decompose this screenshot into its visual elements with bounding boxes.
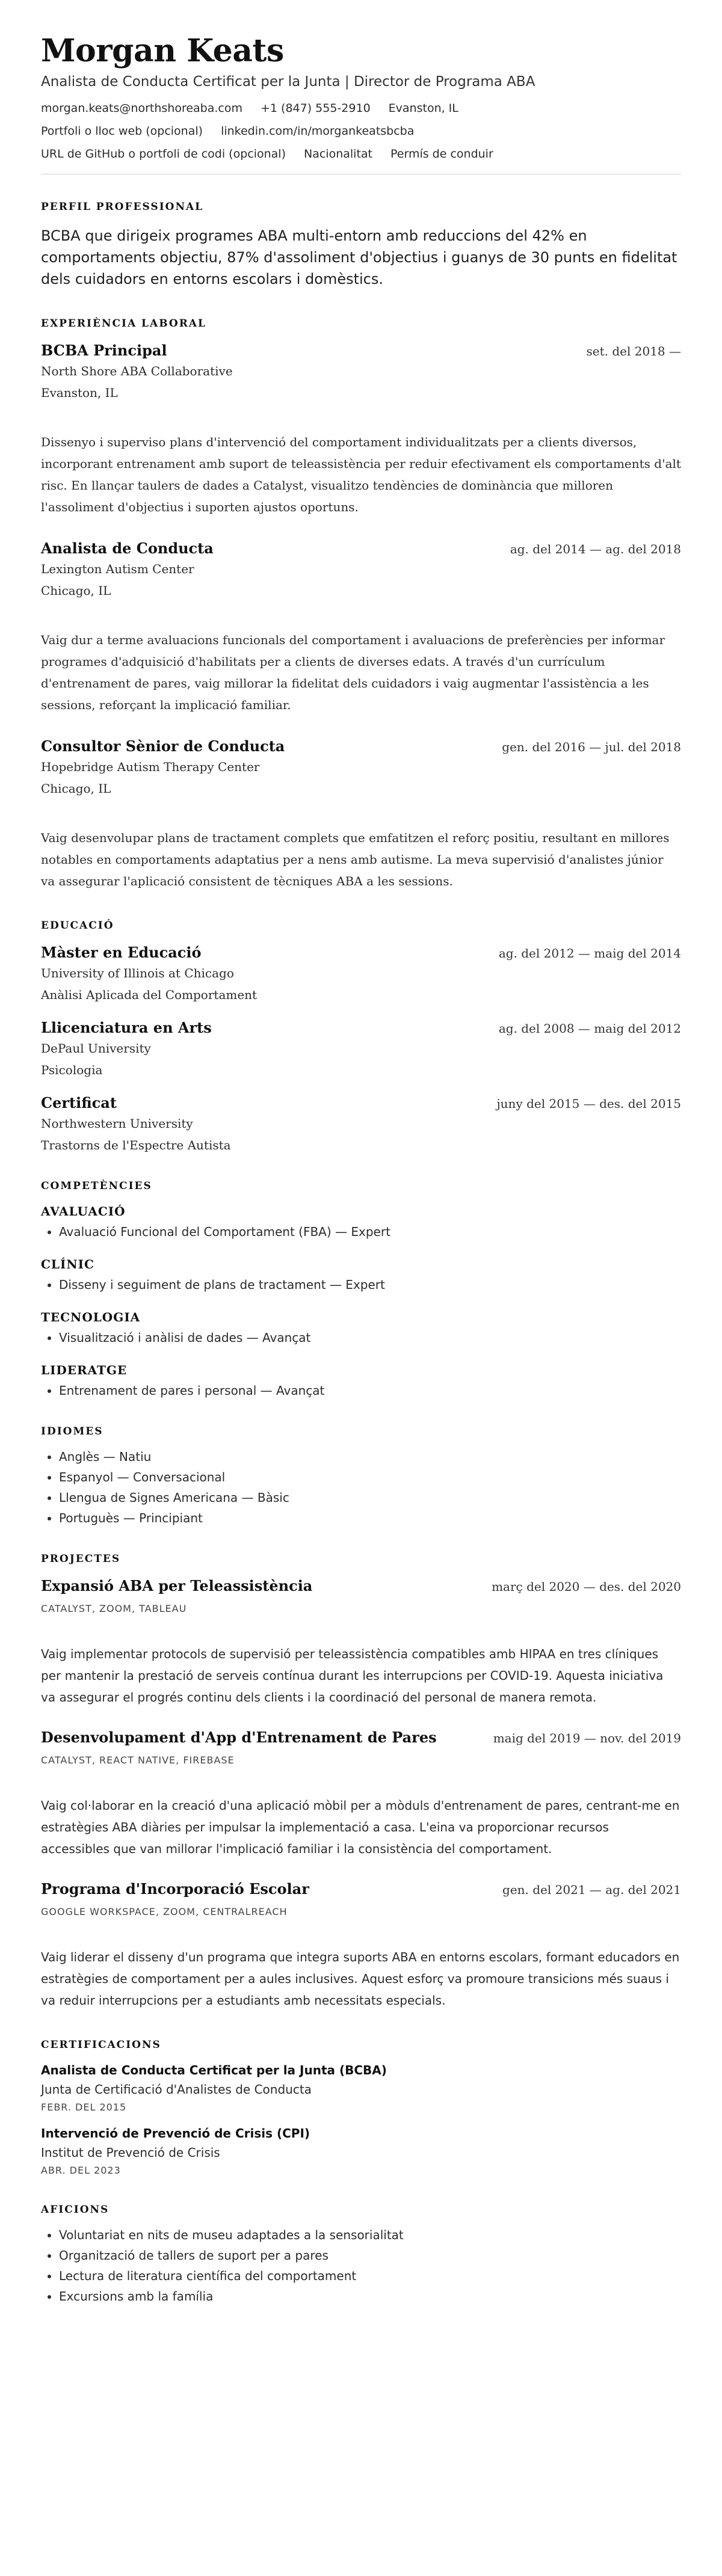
projects-section bbox=[41, 1553, 681, 2011]
skill-list bbox=[41, 1225, 681, 1239]
job-description: Vaig dur a terme avaluacions funcionals del comportament i avaluacions de preferències per informar programes d'adquisició d'habilitats per a clients de diverses edats. A través d'un currículum d'entrenament de pares, vaig millorar la fidelitat dels cuidadors i vaig augmentar l'assistència a les sessions, reforçant la implicació familiar. bbox=[41, 633, 665, 712]
degree-title: Llicenciatura en Arts bbox=[41, 1019, 212, 1036]
education-entry bbox=[41, 944, 681, 1002]
language-list bbox=[41, 1449, 681, 1525]
degree-title: Certificat bbox=[41, 1094, 117, 1111]
skill-category: AVALUACIÓ bbox=[41, 1204, 126, 1219]
skill-list bbox=[41, 1383, 681, 1398]
certification-name: Analista de Conducta Certificat per la Junta (BCBA) bbox=[41, 2063, 387, 2077]
company-name: North Shore ABA Collaborative bbox=[41, 364, 233, 378]
contact-row-1 bbox=[41, 102, 681, 115]
contact-license: Permís de conduir bbox=[390, 147, 493, 161]
education-entry bbox=[41, 1019, 681, 1077]
skill-category: CLÍNIC bbox=[41, 1257, 94, 1271]
job-title: Analista de Conducta bbox=[41, 539, 214, 557]
project-entry bbox=[41, 1729, 681, 1860]
hobby-item: • Lectura de literatura científica del comportament bbox=[59, 2269, 681, 2283]
certification-issuer: Junta de Certificació d'Analistes de Conducta bbox=[41, 2082, 312, 2097]
contact-nationality: Nacionalitat bbox=[304, 147, 372, 161]
project-name: Programa d'Incorporació Escolar bbox=[41, 1880, 309, 1898]
candidate-name: Morgan Keats bbox=[41, 32, 284, 69]
contact-portfolio[interactable]: Portfoli o lloc web (opcional) bbox=[41, 124, 203, 138]
project-name: Desenvolupament d'App d'Entrenament de Pares bbox=[41, 1729, 437, 1746]
project-dates: març del 2020 — des. del 2020 bbox=[492, 1579, 681, 1594]
project-dates: maig del 2019 — nov. del 2019 bbox=[493, 1731, 681, 1745]
project-tech: CATALYST, REACT NATIVE, FIREBASE bbox=[41, 1754, 235, 1766]
job-description: Dissenyo i superviso plans d'intervenció del comportament individualitzats per a clients diversos, incorporant entrenament amb suport de teleassistència per reduir efectivament els comportaments d'alt risc. En llançar taulers de dades a Catalyst, visualitzo tendències de dominància que milloren l'assoliment d'objectius i suporten ajustos oportuns. bbox=[41, 435, 681, 514]
section-title: EDUCACIÓ bbox=[41, 920, 114, 932]
skill-category: LIDERATGE bbox=[41, 1363, 128, 1377]
education-dates: juny del 2015 — des. del 2015 bbox=[496, 1096, 681, 1111]
job-location: Evanston, IL bbox=[41, 386, 118, 400]
skills-section bbox=[41, 1180, 681, 1398]
section-title: AFICIONS bbox=[41, 2204, 110, 2216]
job-location: Chicago, IL bbox=[41, 583, 111, 598]
experience-section bbox=[41, 318, 681, 892]
school-name: Northwestern University bbox=[41, 1116, 193, 1131]
contact-email[interactable]: morgan.keats@northshoreaba.com bbox=[41, 102, 242, 115]
entry-header bbox=[41, 1094, 681, 1111]
section-title: CERTIFICACIONS bbox=[41, 2039, 161, 2051]
certification-entry bbox=[41, 2063, 681, 2113]
project-tech: GOOGLE WORKSPACE, ZOOM, CENTRALREACH bbox=[41, 1906, 288, 1917]
hobbies-section bbox=[41, 2204, 681, 2304]
language-item: • Llengua de Signes Americana — Bàsic bbox=[59, 1490, 681, 1505]
candidate-headline: Analista de Conducta Certificat per la Junta | Director de Programa ABA bbox=[41, 74, 535, 90]
job-dates: gen. del 2016 — jul. del 2018 bbox=[502, 740, 681, 754]
skill-group bbox=[41, 1257, 681, 1292]
certification-entry bbox=[41, 2126, 681, 2176]
field-of-study: Trastorns de l'Espectre Autista bbox=[41, 1138, 231, 1152]
project-entry bbox=[41, 1880, 681, 2011]
skill-item: • Entrenament de pares i personal — Avançat bbox=[59, 1383, 681, 1398]
experience-entry bbox=[41, 737, 681, 892]
job-description: Vaig desenvolupar plans de tractament complets que emfatitzen el reforç positiu, resultant en millores notables en comportaments adaptatius per a nens amb autisme. La meva supervisió d'analistes júnior va assegurar l'aplicació consistent de tècniques ABA a les sessions. bbox=[41, 831, 670, 888]
certification-date: ABR. DEL 2023 bbox=[41, 2165, 121, 2176]
education-entry bbox=[41, 1094, 681, 1152]
hobby-list bbox=[41, 2228, 681, 2304]
skill-item: • Disseny i seguiment de plans de tractament — Expert bbox=[59, 1277, 681, 1292]
section-title: PERFIL PROFESSIONAL bbox=[41, 201, 204, 213]
skill-list bbox=[41, 1277, 681, 1292]
job-dates: ag. del 2014 — ag. del 2018 bbox=[510, 542, 681, 556]
project-dates: gen. del 2021 — ag. del 2021 bbox=[502, 1883, 681, 1897]
certification-date: FEBR. DEL 2015 bbox=[41, 2101, 127, 2113]
language-item: • Anglès — Natiu bbox=[59, 1449, 681, 1464]
project-description: Vaig col·laborar en la creació d'una aplicació mòbil per a mòduls d'entrenament de pares, centrant-me en estratègies ABA diàries per impulsar la implementació a casa. L'eina va proporcionar recursos accessibles que van millorar l'implicació familiar i la consistència del comportament. bbox=[41, 1798, 680, 1856]
resume-header bbox=[41, 32, 681, 161]
experience-entry bbox=[41, 539, 681, 716]
project-name: Expansió ABA per Teleassistència bbox=[41, 1577, 313, 1594]
summary-text: BCBA que dirigeix programes ABA multi-entorn amb reduccions del 42% en comportaments objectiu, 87% d'assoliment d'objectius i guanys de 30 punts en fidelitat dels cuidadors en entorns escolars i domèstics. bbox=[41, 227, 677, 287]
skill-category: TECNOLOGIA bbox=[41, 1310, 141, 1324]
section-title: COMPETÈNCIES bbox=[41, 1180, 152, 1192]
job-title: BCBA Principal bbox=[41, 342, 167, 359]
contact-github[interactable]: URL de GitHub o portfoli de codi (opcional) bbox=[41, 147, 286, 161]
project-description: Vaig liderar el disseny d'un programa que integra suports ABA en entorns escolars, formant educadors en estratègies de comportament per a aules inclusives. Aquest esforç va promoure transicions més suaus i va reduir interrupcions per a estudiants amb necessitats especials. bbox=[41, 1950, 680, 2008]
entry-header bbox=[41, 737, 681, 755]
section-title: PROJECTES bbox=[41, 1553, 121, 1565]
hobby-item: • Excursions amb la família bbox=[59, 2289, 681, 2304]
certifications-section bbox=[41, 2039, 681, 2176]
hobby-item: • Organització de tallers de suport per a pares bbox=[59, 2248, 681, 2263]
hobby-item: • Voluntariat en nits de museu adaptades a la sensorialitat bbox=[59, 2228, 681, 2242]
entry-header bbox=[41, 539, 681, 557]
contact-row-3 bbox=[41, 147, 681, 161]
company-name: Lexington Autism Center bbox=[41, 562, 194, 576]
languages-section bbox=[41, 1425, 681, 1525]
education-dates: ag. del 2008 — maig del 2012 bbox=[498, 1021, 681, 1036]
section-title: EXPERIÈNCIA LABORAL bbox=[41, 318, 206, 330]
job-location: Chicago, IL bbox=[41, 781, 111, 796]
project-tech: CATALYST, ZOOM, TABLEAU bbox=[41, 1603, 187, 1614]
project-entry bbox=[41, 1577, 681, 1708]
skill-group bbox=[41, 1363, 681, 1398]
language-item: • Espanyol — Conversacional bbox=[59, 1470, 681, 1484]
school-name: University of Illinois at Chicago bbox=[41, 966, 234, 980]
certification-name: Intervenció de Prevenció de Crisis (CPI) bbox=[41, 2126, 310, 2141]
education-dates: ag. del 2012 — maig del 2014 bbox=[498, 946, 681, 961]
skill-item: • Avaluació Funcional del Comportament (FBA) — Expert bbox=[59, 1225, 681, 1239]
entry-header bbox=[41, 944, 681, 961]
summary-section bbox=[41, 201, 681, 290]
company-name: Hopebridge Autism Therapy Center bbox=[41, 760, 260, 774]
school-name: DePaul University bbox=[41, 1041, 151, 1056]
entry-header bbox=[41, 1729, 681, 1746]
experience-entry bbox=[41, 342, 681, 518]
field-of-study: Anàlisi Aplicada del Comportament bbox=[41, 988, 258, 1002]
project-description: Vaig implementar protocols de supervisió per teleassistència compatibles amb HIPAA en tres clíniques per mantenir la prestació de serveis contínua durant les interrupcions per COVID-19. Aquesta iniciativa va assegurar el progrés continu dels clients i la coordinació del personal de manera remota. bbox=[41, 1647, 664, 1705]
certification-issuer: Institut de Prevenció de Crisis bbox=[41, 2145, 220, 2160]
entry-header bbox=[41, 1577, 681, 1594]
contact-linkedin[interactable]: linkedin.com/in/morgankeatsbcba bbox=[221, 124, 415, 138]
contact-row-2 bbox=[41, 124, 681, 138]
education-section bbox=[41, 920, 681, 1152]
language-item: • Portuguès — Principiant bbox=[59, 1511, 681, 1525]
contact-phone[interactable]: +1 (847) 555-2910 bbox=[261, 102, 371, 115]
entry-header bbox=[41, 342, 681, 359]
skill-group bbox=[41, 1310, 681, 1345]
entry-header bbox=[41, 1019, 681, 1036]
entry-header bbox=[41, 1880, 681, 1898]
job-title: Consultor Sènior de Conducta bbox=[41, 737, 285, 755]
section-title: IDIOMES bbox=[41, 1425, 103, 1437]
field-of-study: Psicologia bbox=[41, 1063, 103, 1077]
skill-group bbox=[41, 1204, 681, 1239]
contact-location: Evanston, IL bbox=[388, 102, 458, 115]
job-dates: set. del 2018 — bbox=[586, 344, 681, 358]
skill-item: • Visualització i anàlisi de dades — Avançat bbox=[59, 1330, 681, 1345]
degree-title: Màster en Educació bbox=[41, 944, 202, 961]
skill-list bbox=[41, 1330, 681, 1345]
